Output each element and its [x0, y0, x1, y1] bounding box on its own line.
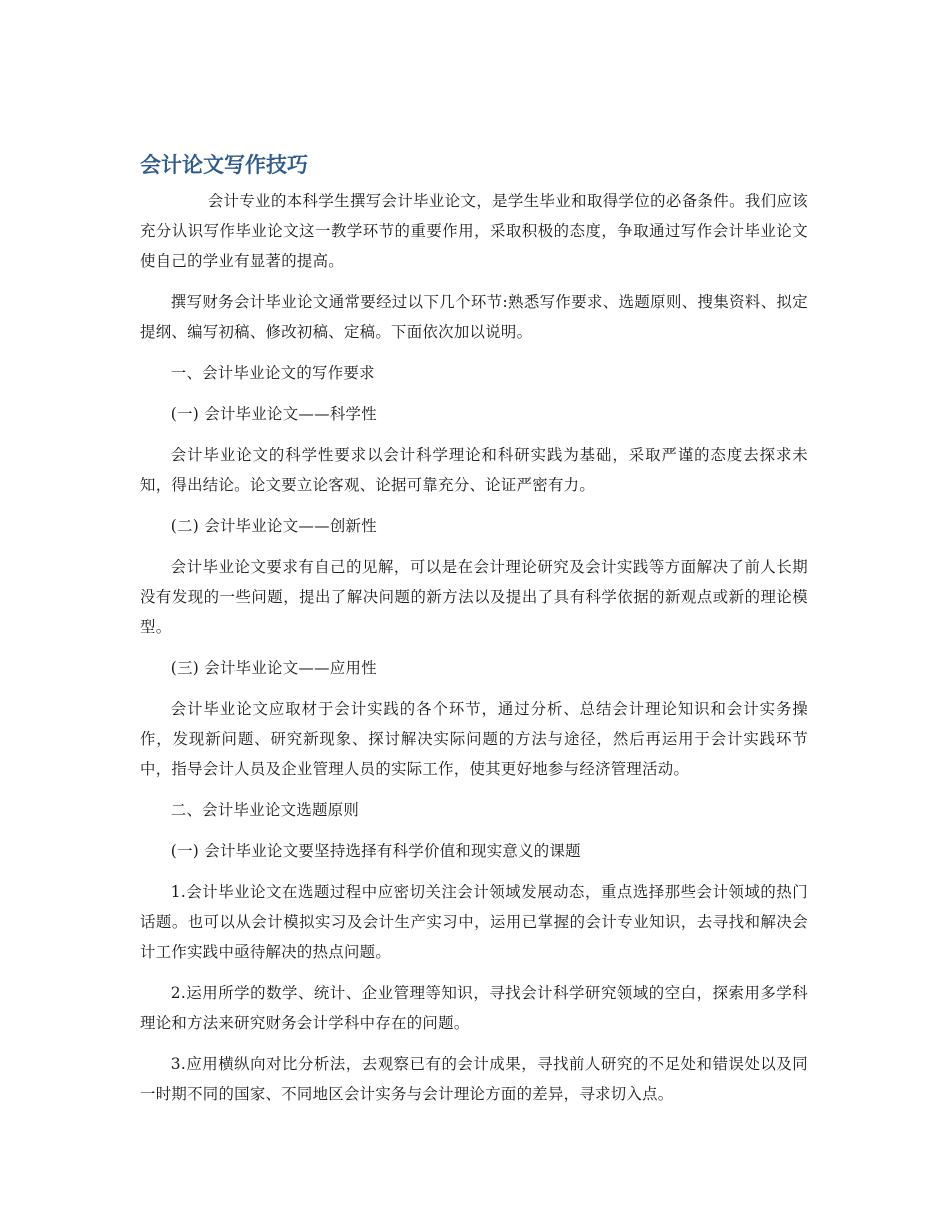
paragraph-innovative: 会计毕业论文要求有自己的见解，可以是在会计理论研究及会计实践等方面解决了前人长期没有发现的一些问题，提出了解决问题的新方法以及提出了具有科学依据的新观点或新的理论模型。: [140, 558, 808, 636]
paragraph-point-3: 3.应用横纵向对比分析法，去观察已有的会计成果，寻找前人研究的不足处和错误处以及同一时期不同的国家、不同地区会计实务与会计理论方面的差异，寻求切入点。: [140, 1055, 808, 1103]
document-title: 会计论文写作技巧: [140, 153, 308, 177]
paragraph-point-2: 2.运用所学的数学、统计、企业管理等知识，寻找会计科学研究领域的空白，探索用多学科理论和方法来研究财务会计学科中存在的问题。: [140, 984, 808, 1032]
section-heading-writing-requirements: 一、会计毕业论文的写作要求: [170, 364, 375, 382]
document-page: [140, 150, 808, 1120]
paragraph-point-1: 1.会计毕业论文在选题过程中应密切关注会计领域发展动态，重点选择那些会计领域的热门话题。也可以从会计模拟实习及会计生产实习中，运用已掌握的会计专业知识，去寻找和解决会计工作实践中亟待解决的热点问题。: [140, 883, 808, 961]
paragraph-steps: 撰写财务会计毕业论文通常要经过以下几个环节:熟悉写作要求、选题原则、搜集资料、拟定提纲、编写初稿、修改初稿、定稿。下面依次加以说明。: [140, 293, 808, 341]
subheading-innovative: (二) 会计毕业论文——创新性: [170, 517, 377, 535]
subheading-valuable-topic: (一) 会计毕业论文要坚持选择有科学价值和现实意义的课题: [170, 842, 581, 860]
paragraph-applied: 会计毕业论文应取材于会计实践的各个环节，通过分析、总结会计理论知识和会计实务操作，发现新问题、研究新现象、探讨解决实际问题的方法与途径，然后再运用于会计实践环节中，指导会计人员及企业管理人员的实际工作，使其更好地参与经济管理活动。: [140, 700, 808, 778]
section-heading-topic-principles: 二、会计毕业论文选题原则: [170, 801, 360, 819]
subheading-scientific: (一) 会计毕业论文——科学性: [170, 405, 377, 423]
paragraph-scientific: 会计毕业论文的科学性要求以会计科学理论和科研实践为基础，采取严谨的态度去探求未知，得出结论。论文要立论客观、论据可靠充分、论证严密有力。: [140, 446, 808, 494]
subheading-applied: (三) 会计毕业论文——应用性: [170, 659, 377, 677]
paragraph-intro: 会计专业的本科学生撰写会计毕业论文，是学生毕业和取得学位的必备条件。我们应该充分认识写作毕业论文这一教学环节的重要作用，采取积极的态度，争取通过写作会计毕业论文使自己的学业有显著的提高。: [140, 192, 808, 270]
